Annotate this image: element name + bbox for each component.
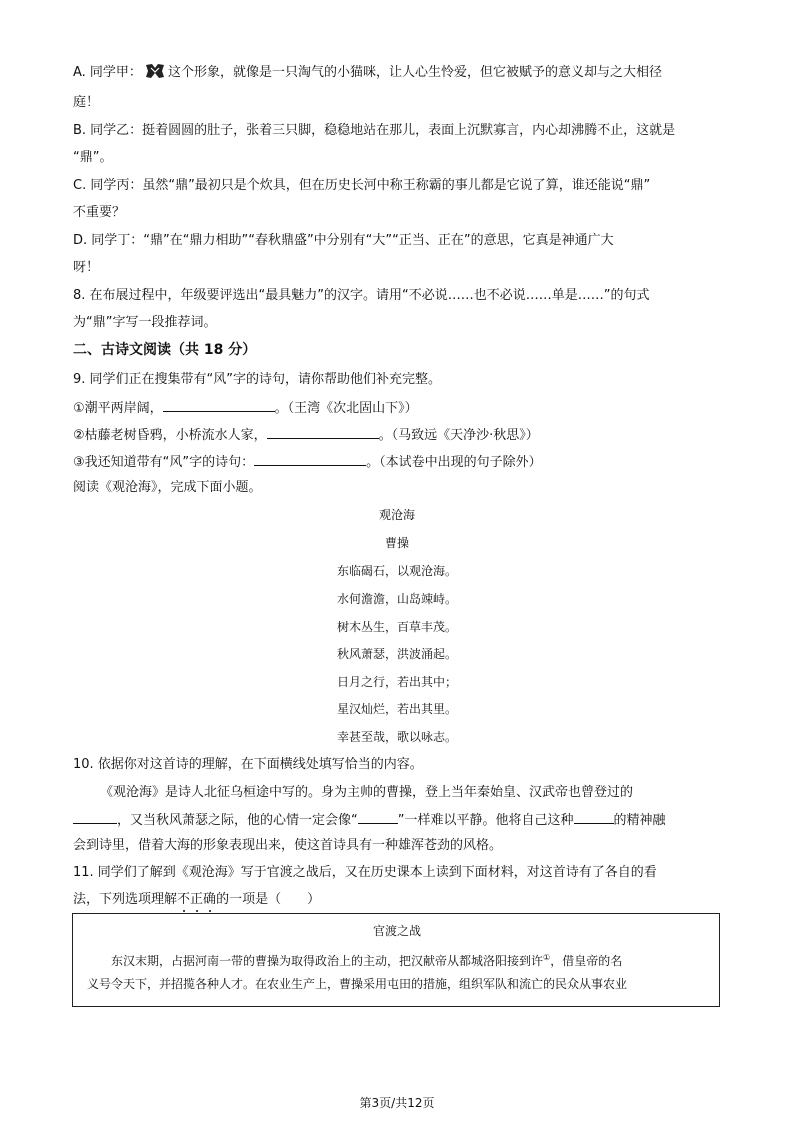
emphasis-char: 正 xyxy=(190,892,204,907)
option-c-line2: 不重要？ xyxy=(73,205,126,220)
answer-paren: 的一项是（ ） xyxy=(216,892,321,907)
footnote-marker: ① xyxy=(543,953,551,962)
material-line1: 东汉末期，占据河南一带的曹操为取得政治上的主动，把汉献帝从都城洛阳接到许①，借皇帝的名 xyxy=(111,953,623,968)
page-number: 第3页/共12页 xyxy=(359,1096,435,1110)
option-a-text: 这个形象，就像是一只淘气的小猫咪，让人心生怜爱，但它被赋予的意义却与之大相径 xyxy=(167,65,662,80)
ancient-ding-glyph-icon xyxy=(144,63,166,79)
option-b-line1: B. 同学乙：挺着圆圆的肚子，张着三只脚，稳稳地站在那儿，表面上沉默寡言，内心却沸腾不止，这就是 xyxy=(73,123,676,138)
option-b-line2: “鼎”。 xyxy=(73,150,113,165)
question-9-intro: 9. 同学们正在搜集带有“风”字的诗句，请你帮助他们补充完整。 xyxy=(73,372,442,387)
question-11-line1: 11. 同学们了解到《观沧海》写于官渡之战后，又在历史课本上读到下面材料，对这首诗有了各自的看 xyxy=(73,865,657,880)
poem-line: 星汉灿烂，若出其里。 xyxy=(336,702,457,716)
option-d-line2: 呀！ xyxy=(73,260,100,275)
poem-line: 日月之行，若出其中； xyxy=(336,675,457,689)
question-9-item2: ②枯藤老树昏鸦，小桥流水人家， 。（马致远《天净沙·秋思》） xyxy=(73,428,539,443)
section-2-heading: 二、古诗文阅读（共 18 分） xyxy=(73,342,257,358)
answer-blank[interactable] xyxy=(163,399,275,412)
option-a-line xyxy=(73,63,662,81)
option-a-label: A. 同学甲： xyxy=(73,65,142,80)
poem-author: 曹操 xyxy=(384,536,409,550)
emphasis-char: 不 xyxy=(177,892,191,907)
poem-title: 观沧海 xyxy=(378,508,415,522)
answer-blank[interactable] xyxy=(254,453,366,466)
option-c-line1: C. 同学丙：虽然“鼎”最初只是个炊具，但在历史长河中称王称霸的事儿都是它说了算，谁还能说“鼎” xyxy=(73,178,651,193)
question-10-para2: ，又当秋风萧瑟之际，他的心情一定会像“ ”一样难以平静。他将自己这种 的精神融 xyxy=(73,811,666,829)
material-title: 官渡之战 xyxy=(372,924,421,938)
poem-line: 秋风萧瑟，洪波涌起。 xyxy=(336,647,457,661)
poem-line: 树木丛生，百草丰茂。 xyxy=(336,620,457,634)
poem-line: 水何澹澹，山岛竦峙。 xyxy=(336,592,457,606)
question-8-line1: 8. 在布展过程中，年级要评选出“最具魅力”的汉字。请用“不必说……也不必说……单是……”的句式 xyxy=(73,288,650,303)
answer-blank[interactable] xyxy=(267,426,379,439)
emphasis-char: 确 xyxy=(203,892,217,907)
material-box xyxy=(72,913,720,1007)
option-d-line1: D. 同学丁：“鼎”在“鼎力相助”“春秋鼎盛”中分别有“大”“正当、正在”的意思，它真是神通广大 xyxy=(73,233,614,248)
question-9-item3: ③我还知道带有“风”字的诗句： 。（本试卷中出现的句子除外） xyxy=(73,455,542,470)
answer-blank[interactable] xyxy=(358,811,398,824)
answer-blank[interactable] xyxy=(574,811,614,824)
reading-instruction: 阅读《观沧海》，完成下面小题。 xyxy=(73,480,262,495)
poem-line: 东临碣石，以观沧海。 xyxy=(336,564,457,578)
question-8-line2: 为“鼎”字写一段推荐词。 xyxy=(73,315,217,330)
answer-blank[interactable] xyxy=(73,811,117,824)
question-10-para3: 会到诗里，借着大海的形象表现出来，使这首诗具有一种雄浑苍劲的风格。 xyxy=(73,838,503,853)
poem-line: 幸甚至哉，歌以咏志。 xyxy=(336,730,457,744)
question-11-line2: 法，下列选项理解不正确的一项是（ ） xyxy=(73,892,321,907)
question-10-intro: 10. 依据你对这首诗的理解，在下面横线处填写恰当的内容。 xyxy=(73,757,423,772)
material-line2: 义号令天下，并招揽各种人才。在农业生产上，曹操采用屯田的措施，组织军队和流亡的民众从事农业 xyxy=(87,977,628,991)
question-10-para1: 《观沧海》是诗人北征乌桓途中写的。身为主帅的曹操，登上当年秦始皇、汉武帝也曾登过的 xyxy=(100,785,634,800)
question-9-item1: ①潮平两岸阔， 。（王湾《次北固山下》） xyxy=(73,401,418,416)
option-a-cont: 庭！ xyxy=(73,95,100,110)
